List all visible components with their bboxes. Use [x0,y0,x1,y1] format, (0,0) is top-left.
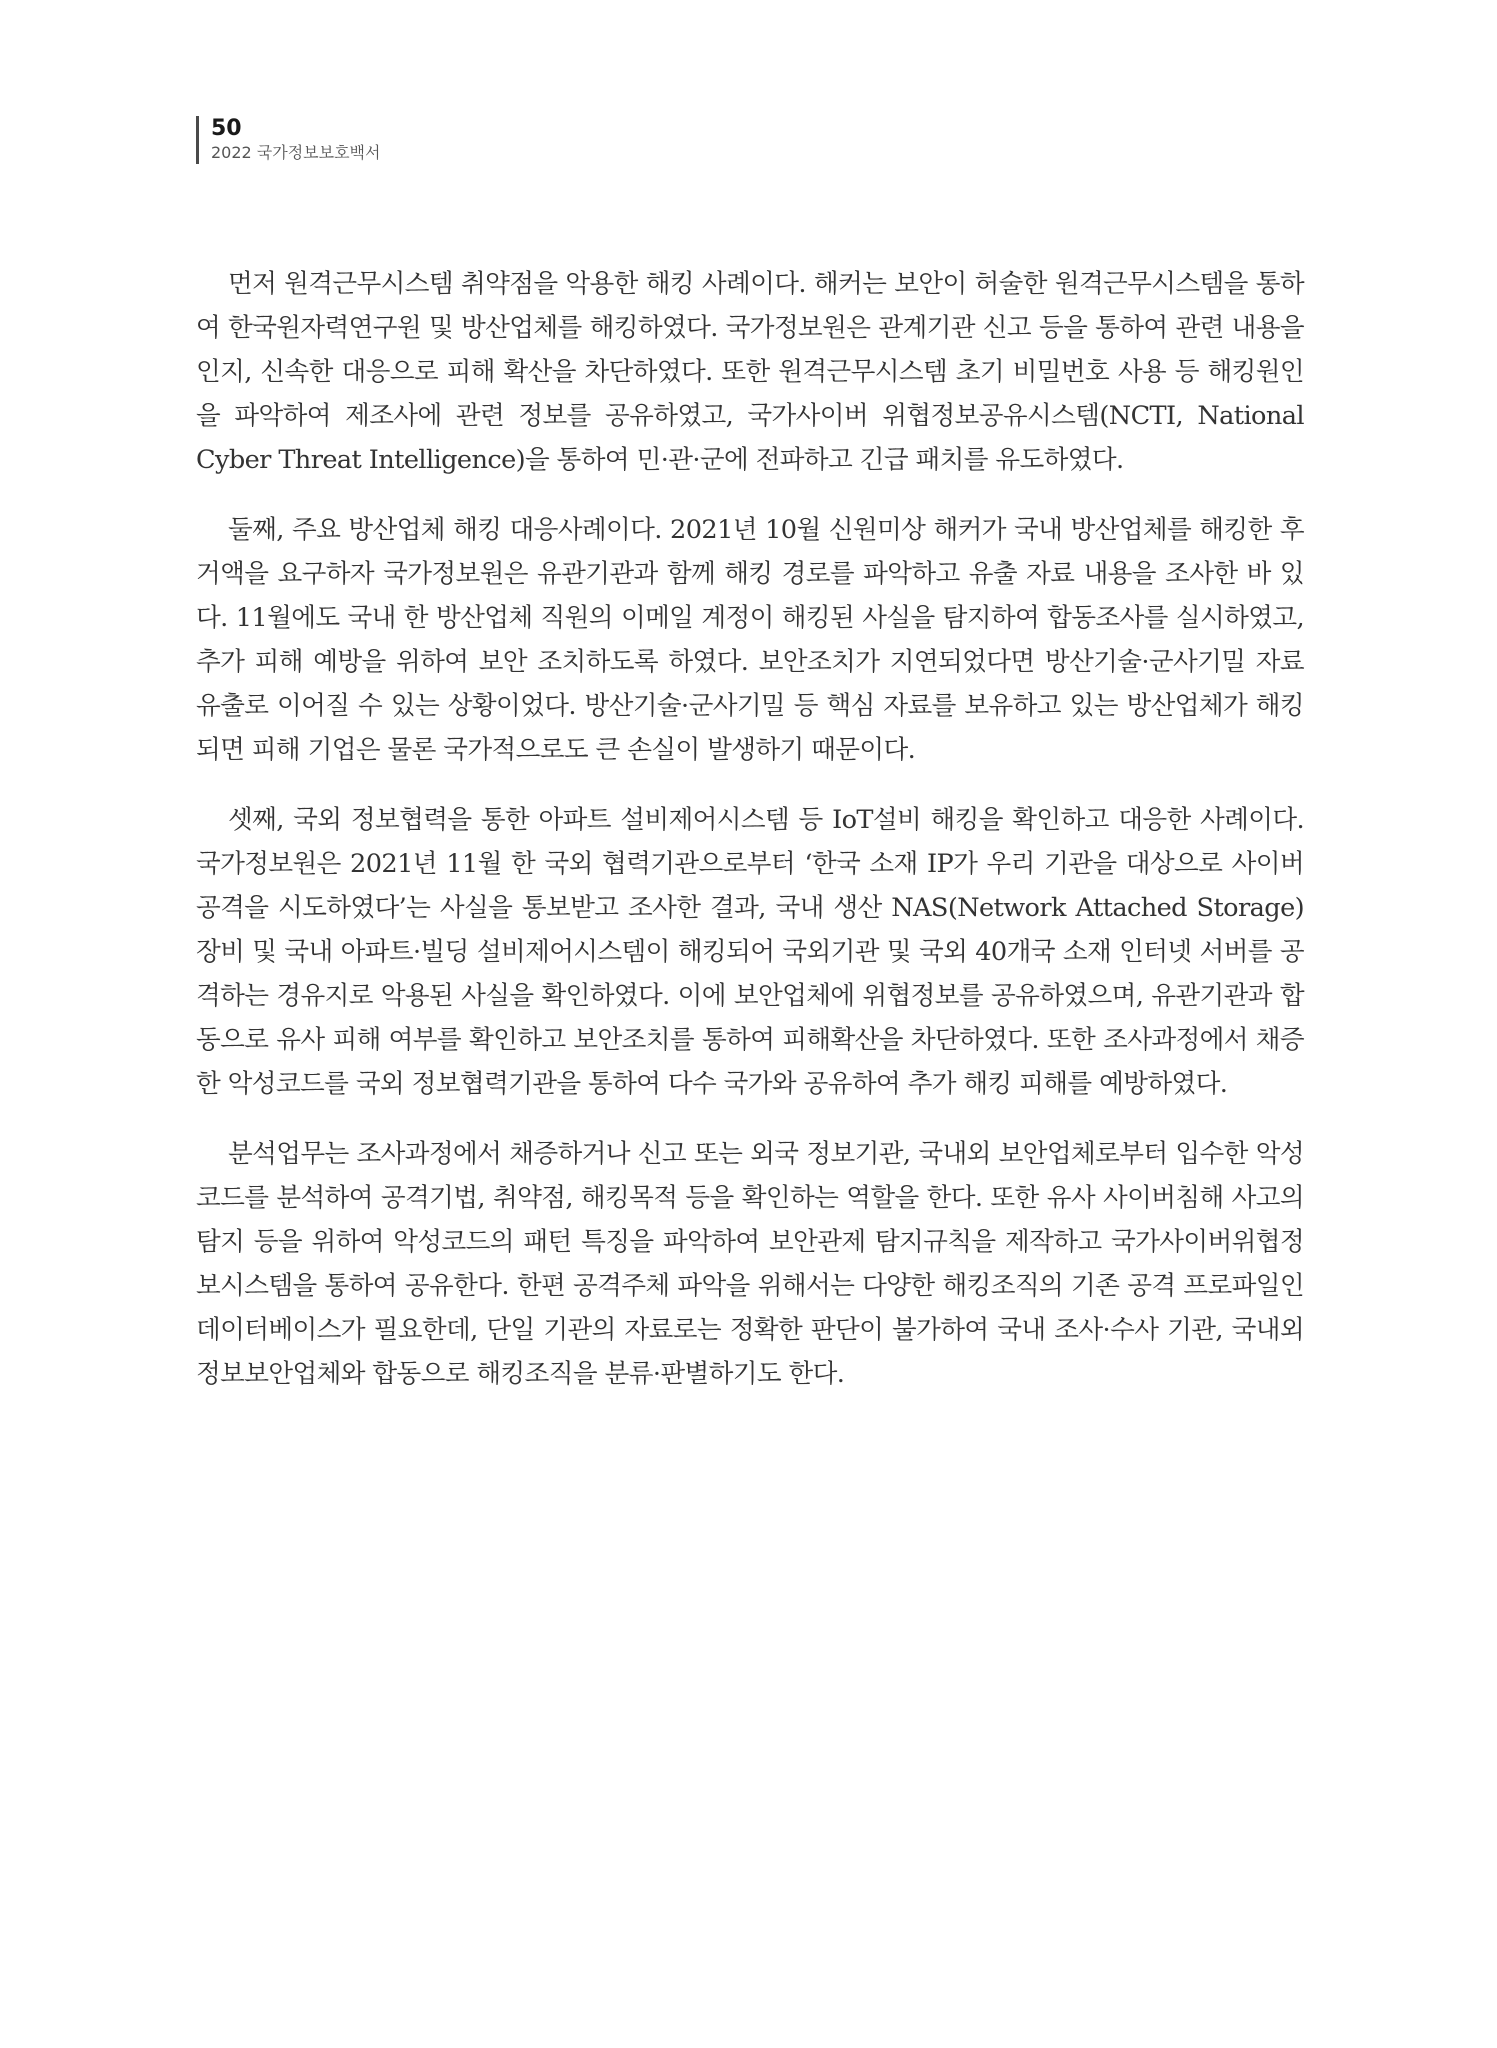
publication-title: 2022 국가정보보호백서 [211,143,381,162]
paragraph-defense-industry-hacking: 둘째, 주요 방산업체 해킹 대응사례이다. 2021년 10월 신원미상 해커가 국내 방산업체를 해킹한 후 거액을 요구하자 국가정보원은 유관기관과 함께 해킹 경로를 파악하고 유출 자료 내용을 조사한 바 있다. 11월에도 국내 한 방산업체 직원의 이메일 계정이 해킹된 사실을 탐지하여 합동조사를 실시하였고, 추가 피해 예방을 위하여 보안 조치하도록 하였다. 보안조치가 지연되었다면 방산기술·군사기밀 자료 유출로 이어질 수 있는 상황이었다. 방산기술·군사기밀 등 핵심 자료를 보유하고 있는 방산업체가 해킹되면 피해 기업은 물론 국가적으로도 큰 손실이 발생하기 때문이다. [196,515,1304,765]
paragraph-remote-work-hacking: 먼저 원격근무시스템 취약점을 악용한 해킹 사례이다. 해커는 보안이 허술한 원격근무시스템을 통하여 한국원자력연구원 및 방산업체를 해킹하였다. 국가정보원은 관계기관 신고 등을 통하여 관련 내용을 인지, 신속한 대응으로 피해 확산을 차단하였다. 또한 원격근무시스템 초기 비밀번호 사용 등 해킹원인을 파악하여 제조사에 관련 정보를 공유하였고, 국가사이버 위협정보공유시스템(NCTI, National Cyber Threat Intelligence)을 통하여 민·관·군에 전파하고 긴급 패치를 유도하였다. [196,269,1304,475]
paragraph-iot-hacking: 셋째, 국외 정보협력을 통한 아파트 설비제어시스템 등 IoT설비 해킹을 확인하고 대응한 사례이다. 국가정보원은 2021년 11월 한 국외 협력기관으로부터 ‘한국 소재 IP가 우리 기관을 대상으로 사이버공격을 시도하였다’는 사실을 통보받고 조사한 결과, 국내 생산 NAS(Network Attached Storage) 장비 및 국내 아파트·빌딩 설비제어시스템이 해킹되어 국외기관 및 국외 40개국 소재 인터넷 서버를 공격하는 경유지로 악용된 사실을 확인하였다. 이에 보안업체에 위협정보를 공유하였으며, 유관기관과 합동으로 유사 피해 여부를 확인하고 보안조치를 통하여 피해확산을 차단하였다. 또한 조사과정에서 채증한 악성코드를 국외 정보협력기관을 통하여 다수 국가와 공유하여 추가 해킹 피해를 예방하였다. [196,805,1304,1099]
body-text [196,262,1304,1422]
paragraph-analysis-work: 분석업무는 조사과정에서 채증하거나 신고 또는 외국 정보기관, 국내외 보안업체로부터 입수한 악성코드를 분석하여 공격기법, 취약점, 해킹목적 등을 확인하는 역할을 한다. 또한 유사 사이버침해 사고의 탐지 등을 위하여 악성코드의 패턴 특징을 파악하여 보안관제 탐지규칙을 제작하고 국가사이버위협정보시스템을 통하여 공유한다. 한편 공격주체 파악을 위해서는 다양한 해킹조직의 기존 공격 프로파일인 데이터베이스가 필요한데, 단일 기관의 자료로는 정확한 판단이 불가하여 국내 조사·수사 기관, 국내외 정보보안업체와 합동으로 해킹조직을 분류·판별하기도 한다. [196,1139,1304,1389]
page-number: 50 [211,116,242,141]
page-header [196,116,380,164]
